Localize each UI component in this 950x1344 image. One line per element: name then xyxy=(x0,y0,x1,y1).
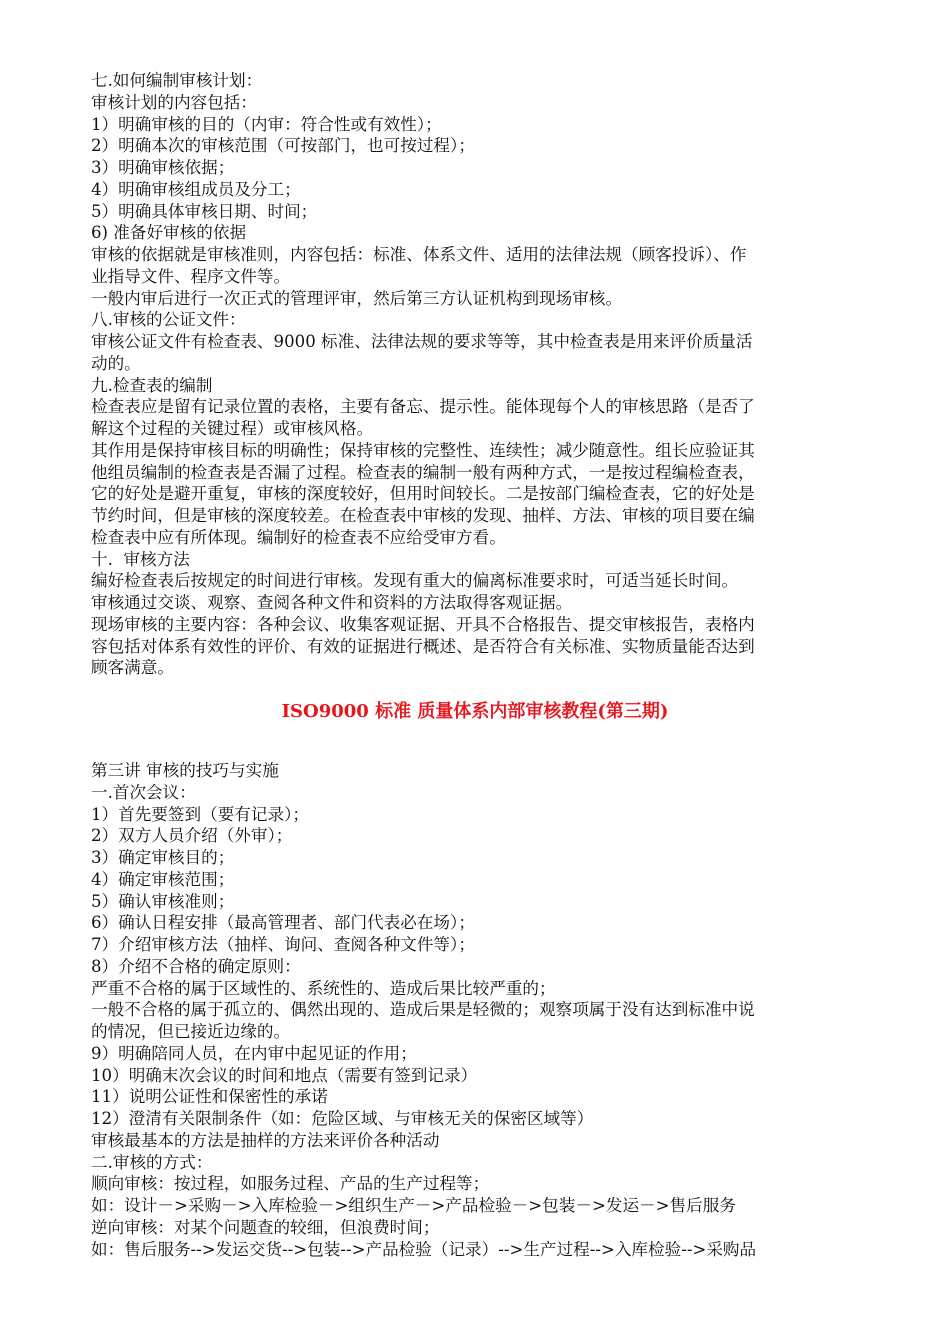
list-item: 5）确认审核准则； xyxy=(91,891,235,911)
list-item: 12）澄清有关限制条件（如：危险区域、与审核无关的保密区域等） xyxy=(91,1109,594,1128)
list-item: 3）明确审核依据； xyxy=(91,158,235,177)
list-item: 4）确定审核范围； xyxy=(91,869,235,889)
text-line: 一般不合格的属于孤立的、偶然出现的、造成后果是轻微的；观察项属于没有达到标准中说 xyxy=(91,1000,755,1020)
text-line: 的情况，但已接近边缘的。 xyxy=(91,1022,291,1041)
list-item: 9）明确陪同人员，在内审中起见证的作用； xyxy=(91,1043,417,1063)
text-line: 顾客满意。 xyxy=(91,658,174,678)
heading-audit-modes: 二.审核的方式： xyxy=(91,1152,213,1172)
text-line: 他组员编制的检查表是否漏了过程。检查表的编制一般有两种方式，一是按过程编检查表， xyxy=(91,462,755,482)
text-line: 审核通过交谈、观察、查阅各种文件和资料的方法取得客观证据。 xyxy=(91,593,573,612)
text-line: 审核公证文件有检查表、9000 标准、法律法规的要求等等，其中检查表是用来评价质量活 xyxy=(91,332,753,351)
list-item: 11）说明公证性和保密性的承诺 xyxy=(91,1087,328,1107)
text-line: 如：设计－>采购－>入库检验－>组织生产－>产品检验－>包装－>发运－>售后服务 xyxy=(91,1196,736,1215)
text-line: 逆向审核：对某个问题查的较细，但浪费时间； xyxy=(91,1217,440,1237)
list-item: 1）首先要签到（要有记录）； xyxy=(91,804,309,824)
text-line: 审核的依据就是审核准则，内容包括：标准、体系文件、适用的法律法规（顾客投诉）、作 xyxy=(91,245,747,264)
list-item: 2）双方人员介绍（外审）； xyxy=(91,826,293,846)
list-item: 2）明确本次的审核范围（可按部门，也可按过程）； xyxy=(91,136,475,156)
list-item: 4）明确审核组成员及分工； xyxy=(91,179,301,199)
text-line: 容包括对体系有效性的评价、有效的证据进行概述、是否符合有关标准、实物质量能否达到 xyxy=(91,636,755,656)
text-line: 一般内审后进行一次正式的管理评审，然后第三方认证机构到现场审核。 xyxy=(91,288,622,308)
text-line: 动的。 xyxy=(91,353,141,373)
heading-audit-method: 十. 审核方法 xyxy=(91,549,190,569)
heading-audit-plan: 七.如何编制审核计划： xyxy=(91,71,263,90)
list-item: 3）确定审核目的； xyxy=(91,848,235,867)
list-item: 6) 准备好审核的依据 xyxy=(91,223,247,243)
list-item: 8）介绍不合格的确定原则： xyxy=(91,956,301,976)
text-line: 它的好处是避开重复，审核的深度较好，但用时间较长。二是按部门编检查表，它的好处是 xyxy=(91,484,755,504)
text-line: 解这个过程的关键过程）或审核风格。 xyxy=(91,419,374,438)
text-line: 审核最基本的方法是抽样的方法来评价各种活动 xyxy=(91,1130,440,1150)
text-line: 编好检查表后按规定的时间进行审核。发现有重大的偏离标准要求时，可适当延长时间。 xyxy=(91,571,739,591)
text-line: 节约时间，但是审核的深度较差。在检查表中审核的发现、抽样、方法、审核的项目要在编 xyxy=(91,506,755,525)
text-line: 现场审核的主要内容：各种会议、收集客观证据、开具不合格报告、提交审核报告，表格内 xyxy=(91,614,755,634)
list-item: 5）明确具体审核日期、时间； xyxy=(91,201,318,221)
list-item: 1）明确审核的目的（内审：符合性或有效性）； xyxy=(91,114,442,134)
text-line: 如：售后服务-->发运交货-->包装-->产品检验（记录）-->生产过程-->入库检验-->采购品 xyxy=(91,1239,757,1259)
heading-first-meeting: 一.首次会议： xyxy=(91,782,196,802)
list-item: 6）确认日程安排（最高管理者、部门代表必在场）； xyxy=(91,913,475,933)
top-section xyxy=(91,70,863,679)
heading-certification-docs: 八.审核的公证文件： xyxy=(91,310,246,330)
text-line: 检查表应是留有记录位置的表格，主要有备忘、提示性。能体现每个人的审核思路（是否了 xyxy=(91,397,755,417)
heading-checklist: 九.检查表的编制 xyxy=(91,375,213,395)
text-line: 业指导文件、程序文件等。 xyxy=(91,266,291,286)
bottom-section xyxy=(91,760,863,1260)
text-line: 其作用是保持审核目标的明确性；保持审核的完整性、连续性；减少随意性。组长应验证其 xyxy=(91,440,755,460)
text-line: 检查表中应有所体现。编制好的检查表不应给受审方看。 xyxy=(91,527,506,547)
text-line: 严重不合格的属于区域性的、系统性的、造成后果比较严重的； xyxy=(91,978,556,998)
text-line: 审核计划的内容包括： xyxy=(91,92,257,112)
lecture-heading: 第三讲 审核的技巧与实施 xyxy=(91,761,279,780)
list-item: 7）介绍审核方法（抽样、询问、查阅各种文件等）； xyxy=(91,935,475,954)
document-title: ISO9000 标准 质量体系内部审核教程(第三期) xyxy=(281,701,669,722)
text-line: 顺向审核：按过程，如服务过程、产品的生产过程等； xyxy=(91,1174,490,1194)
list-item: 10）明确末次会议的时间和地点（需要有签到记录） xyxy=(91,1065,478,1085)
